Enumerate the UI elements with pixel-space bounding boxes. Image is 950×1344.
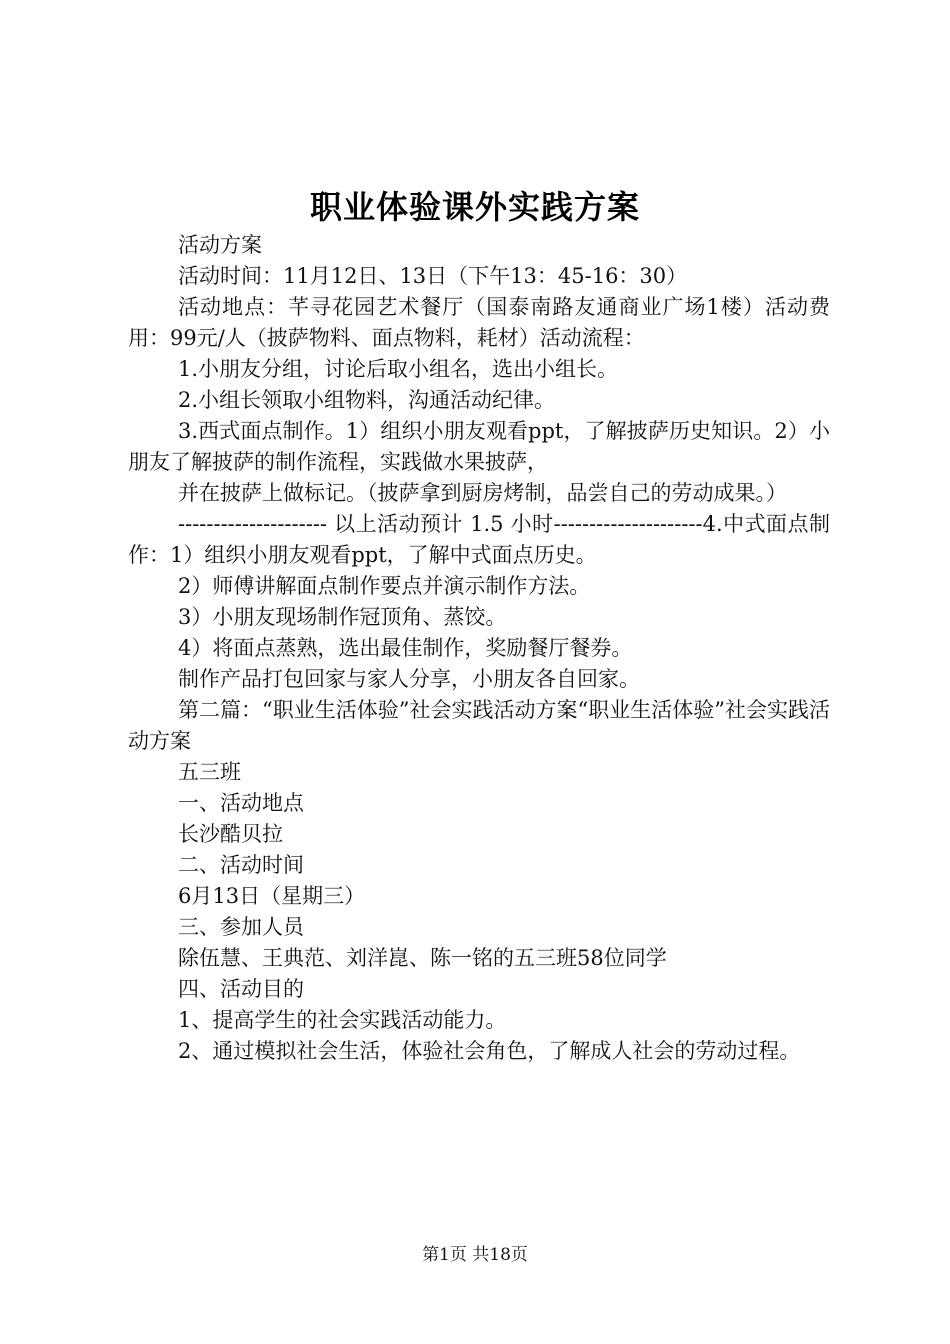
paragraph-step-2: 2.小组长领取小组物料，沟通活动纪律。 xyxy=(178,388,556,412)
paragraph-section-participants: 三、参加人员 xyxy=(178,915,304,939)
paragraph-section-location: 一、活动地点 xyxy=(178,791,304,815)
paragraph-heading-plan: 活动方案 xyxy=(178,233,262,257)
paragraph-step-1: 1.小朋友分组，讨论后取小组名，选出小组长。 xyxy=(178,357,619,381)
paragraph-step-3: 3.西式面点制作。1）组织小朋友观看ppt，了解披萨历史知识。2）小朋友了解披萨的制作流程，实践做水果披萨， xyxy=(128,419,830,474)
paragraph-step-4-2: 2）师傅讲解面点制作要点并演示制作方法。 xyxy=(178,574,591,598)
document-body xyxy=(128,230,830,1067)
paragraph-participants-value: 除伍慧、王典范、刘洋崑、陈一铭的五三班58位同学 xyxy=(178,946,667,970)
paragraph-time-value: 6月13日（星期三） xyxy=(178,884,366,908)
paragraph-activity-time: 活动时间：11月12日、13日（下午13：45-16：30） xyxy=(178,264,688,288)
paragraph-wrap-up: 制作产品打包回家与家人分享，小朋友各自回家。 xyxy=(178,667,640,691)
paragraph-class: 五三班 xyxy=(178,760,241,784)
paragraph-location-value: 长沙酷贝拉 xyxy=(178,822,283,846)
paragraph-section-time: 二、活动时间 xyxy=(178,853,304,877)
document-title: 职业体验课外实践方案 xyxy=(309,188,640,226)
paragraph-purpose-2: 2、通过模拟社会生活，体验社会角色，了解成人社会的劳动过程。 xyxy=(178,1039,801,1063)
paragraph-step-4-4: 4）将面点蒸熟，选出最佳制作，奖励餐厅餐券。 xyxy=(178,636,633,660)
paragraph-step-3-cont: 并在披萨上做标记。（披萨拿到厨房烤制，品尝自己的劳动成果。） xyxy=(178,481,787,505)
paragraph-step-4-3: 3）小朋友现场制作冠顶角、蒸饺。 xyxy=(178,605,507,629)
paragraph-step-4: --------------------- 以上活动预计 1.5 小时---------------------4.中式面点制作：1）组织小朋友观看ppt，了解中式面点历史。 xyxy=(128,512,830,567)
paragraph-section-purpose: 四、活动目的 xyxy=(178,977,304,1001)
paragraph-purpose-1: 1、提高学生的社会实践活动能力。 xyxy=(178,1008,507,1032)
page-footer: 第1页 共18页 xyxy=(422,1245,528,1265)
paragraph-second-article: 第二篇：“职业生活体验”社会实践活动方案“职业生活体验”社会实践活动方案 xyxy=(128,698,830,753)
paragraph-activity-location: 活动地点：芊寻花园艺术餐厅（国泰南路友通商业广场1楼）活动费用：99元/人（披萨物料、面点物料，耗材）活动流程： xyxy=(128,295,830,350)
